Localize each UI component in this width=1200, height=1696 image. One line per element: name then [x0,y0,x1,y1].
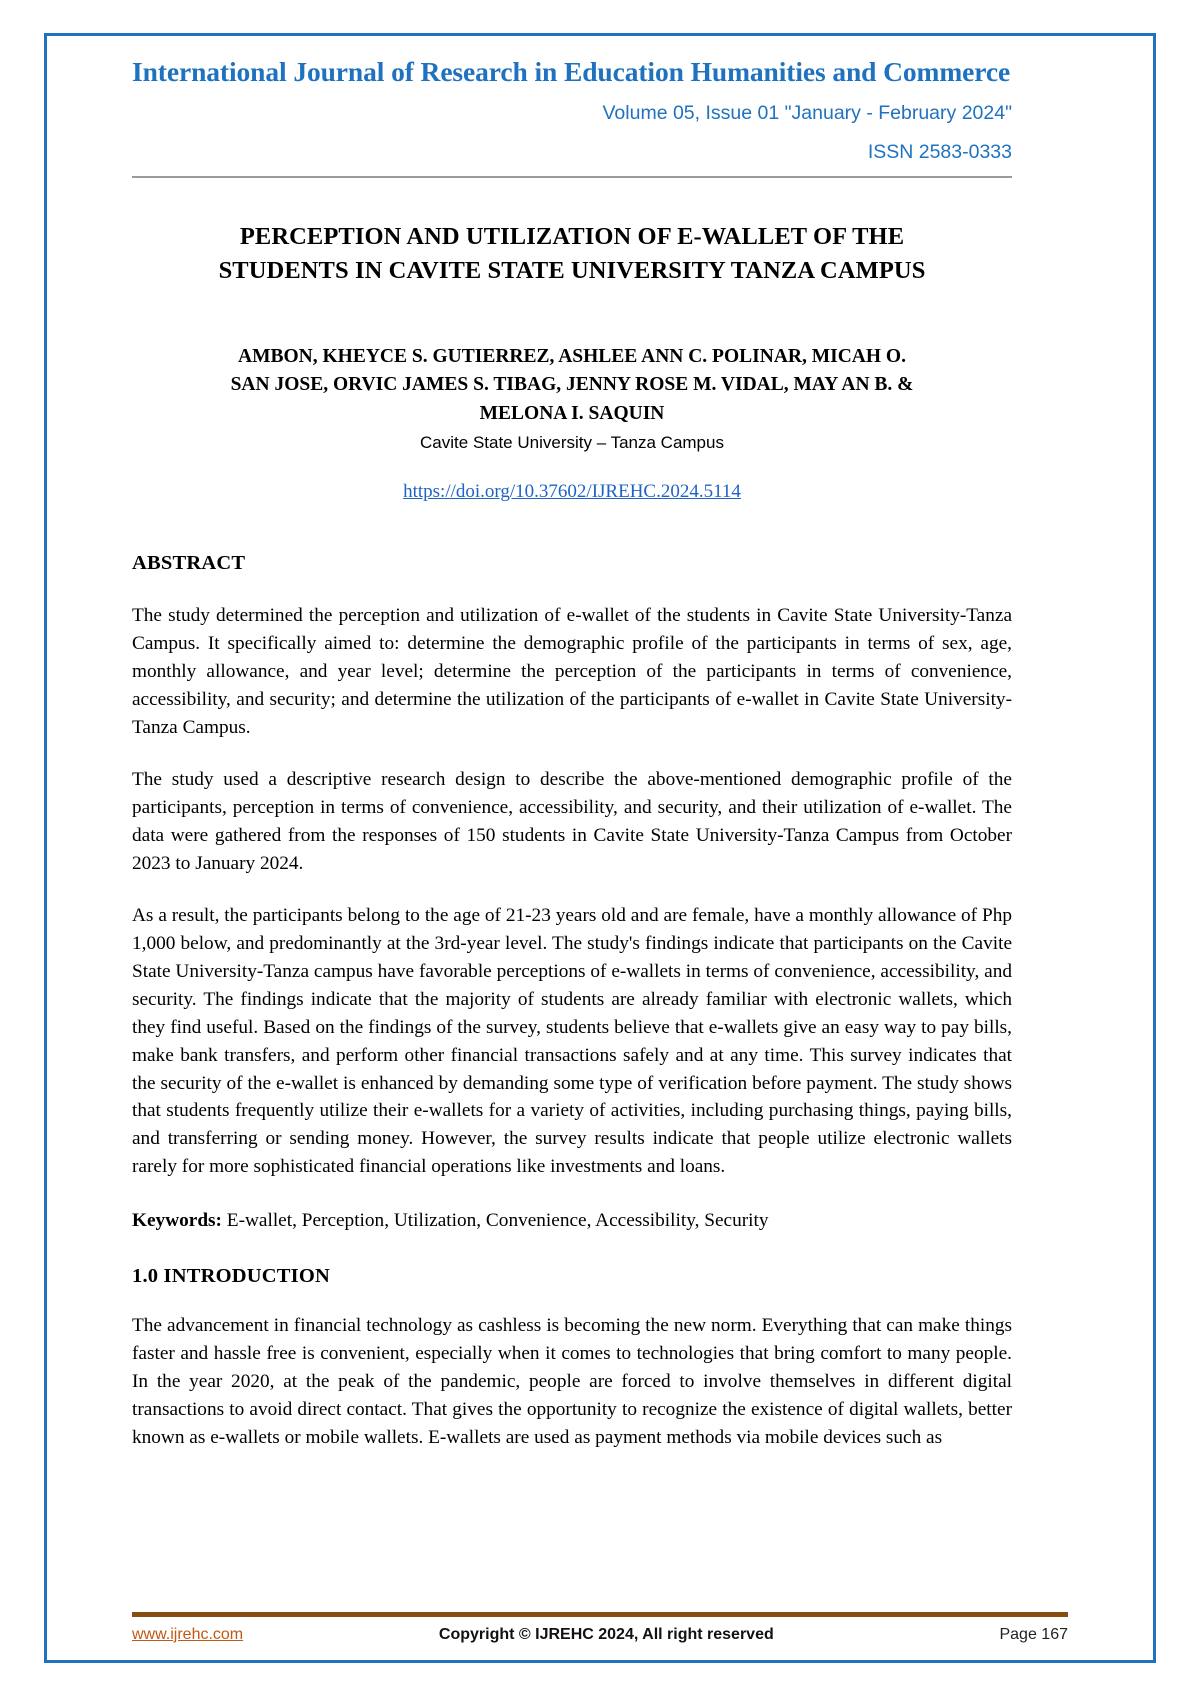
footer-row [132,1626,1068,1644]
page-footer [132,1612,1068,1644]
page-title [150,220,994,290]
abstract-paragraph-2: The study used a descriptive research design to describe the above-mentioned demographic profile of the participants, perception in terms of convenience, accessibility, and security, and their utilization of e-wallet. The data were gathered from the responses of 150 students in Cavite State University-Tanza Campus from October 2023 to January 2024. [132,768,1012,874]
author-affiliation: Cavite State University – Tanza Campus [420,432,724,452]
header-divider [132,176,1012,178]
journal-volume-issue: Volume 05, Issue 01 "January - February 2024" [602,102,1012,124]
footer-website-link[interactable]: www.ijrehc.com [132,1626,244,1643]
authors-line-3: MELONA I. SAQUIN [479,402,665,424]
keywords-line [132,1207,1012,1235]
authors-line-1: AMBON, KHEYCE S. GUTIERREZ, ASHLEE ANN C. POLINAR, MICAH O. [238,346,906,368]
paper-title-line-2: STUDENTS IN CAVITE STATE UNIVERSITY TANZA CAMPUS [218,257,926,285]
journal-title: International Journal of Research in Education Humanities and Commerce [132,56,1011,87]
abstract-heading: ABSTRACT [132,551,246,574]
authors-line-2: SAN JOSE, ORVIC JAMES S. TIBAG, JENNY ROSE M. VIDAL, MAY AN B. & [230,374,914,396]
doi-container [132,481,1012,503]
journal-header [132,55,1012,178]
footer-divider [132,1612,1068,1617]
introduction-heading: 1.0 INTRODUCTION [132,1265,330,1288]
footer-copyright: Copyright © IJREHC 2024, All right reserved [438,1626,774,1643]
abstract-paragraph-3: As a result, the participants belong to the age of 21-23 years old and are female, have a monthly allowance of Php 1,000 below, and predominantly at the 3rd-year level. The study's findings indicate that participants on the Cavite State University-Tanza campus have favorable perceptions of e-wallets in terms of convenience, accessibility, and security. The findings indicate that the majority of students are already familiar with electronic wallets, which they find useful. Based on the findings of the survey, students believe that e-wallets give an easy way to pay bills, make bank transfers, and perform other financial transactions safely and at any time. This survey indicates that the security of the e-wallet is enhanced by demanding some type of verification before payment. The study shows that students frequently utilize their e-wallets for a variety of activities, including purchasing things, paying bills, and transferring or sending money. However, the survey results indicate that people utilize electronic wallets rarely for more sophisticated financial operations like investments and loans. [132,904,1012,1178]
author-list [154,343,990,428]
journal-issn: ISSN 2583-0333 [867,141,1012,164]
introduction-paragraph-1: The advancement in financial technology as cashless is becoming the new norm. Everything that can make things faster and hassle free is convenient, especially when it comes to technologies that bring comfort to many people. In the year 2020, at the peak of the pandemic, people are forced to involve themselves in different digital transactions to avoid direct contact. That gives the opportunity to recognize the existence of digital wallets, better known as e-wallets or mobile wallets. E-wallets are used as payment methods via mobile devices such as [132,1315,1012,1449]
doi-link[interactable]: https://doi.org/10.37602/IJREHC.2024.5114 [403,480,741,502]
paper-title-line-1: PERCEPTION AND UTILIZATION OF E-WALLET OF THE [239,222,905,250]
keywords-values: E-wallet, Perception, Utilization, Convenience, Accessibility, Security [221,1210,769,1232]
footer-page-number: Page 167 [999,1626,1068,1643]
abstract-paragraph-1: The study determined the perception and utilization of e-wallet of the students in Cavite State University-Tanza Campus. It specifically aimed to: determine the demographic profile of the participants in terms of sex, age, monthly allowance, and year level; determine the perception of the participants in terms of convenience, accessibility, and security; and determine the utilization of the participants of e-wallet in Cavite State University-Tanza Campus. [132,604,1012,738]
keywords-label: Keywords: [132,1210,222,1232]
page-content [132,55,1012,1452]
